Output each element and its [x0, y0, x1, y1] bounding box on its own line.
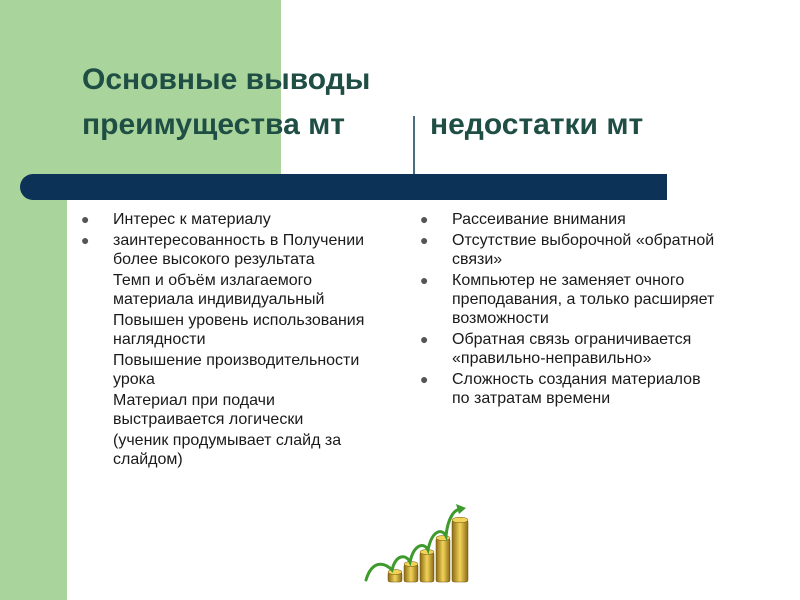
list-item: ● Интерес к материалу — [81, 211, 271, 228]
slide-title: Основные выводы — [82, 63, 371, 96]
heading-divider — [413, 116, 415, 178]
header-bar — [20, 174, 667, 200]
list-item: ● заинтересованность в Получении более высокого результата — [81, 232, 365, 268]
bullet-icon: ● — [420, 371, 429, 387]
advantages-list — [81, 210, 383, 471]
bullet-icon: ● — [420, 232, 429, 248]
list-item: (ученик продумывает слайд за слайдом) — [113, 432, 342, 468]
list-item: Повышен уровень использования наглядности — [113, 312, 365, 348]
bullet-icon: ● — [81, 232, 90, 248]
list-item: ● Сложность создания материалов по затратам времени — [420, 371, 701, 407]
list-item: ● Компьютер не заменяет очного преподавания, а только расширяет возможности — [420, 272, 715, 327]
disadvantages-heading: недостатки мт — [430, 108, 644, 141]
disadvantages-list — [420, 210, 722, 410]
list-item: ● Обратная связь ограничивается «правильно-неправильно» — [420, 331, 692, 367]
bullet-icon: ● — [420, 272, 429, 288]
list-item: Темп и объём излагаемого материала индивидуальный — [113, 272, 325, 308]
list-item: Повышение производительности урока — [113, 352, 360, 388]
list-item: ● Рассеивание внимания — [420, 211, 626, 228]
advantages-heading: преимущества мт — [82, 108, 345, 141]
list-item: Материал при подачи выстраивается логически — [113, 392, 304, 428]
bullet-icon: ● — [420, 211, 429, 227]
bullet-icon: ● — [420, 331, 429, 347]
coin-stacks-growth-icon — [360, 480, 480, 590]
list-item: ● Отсутствие выборочной «обратной связи» — [420, 232, 715, 268]
bullet-icon: ● — [81, 211, 90, 227]
